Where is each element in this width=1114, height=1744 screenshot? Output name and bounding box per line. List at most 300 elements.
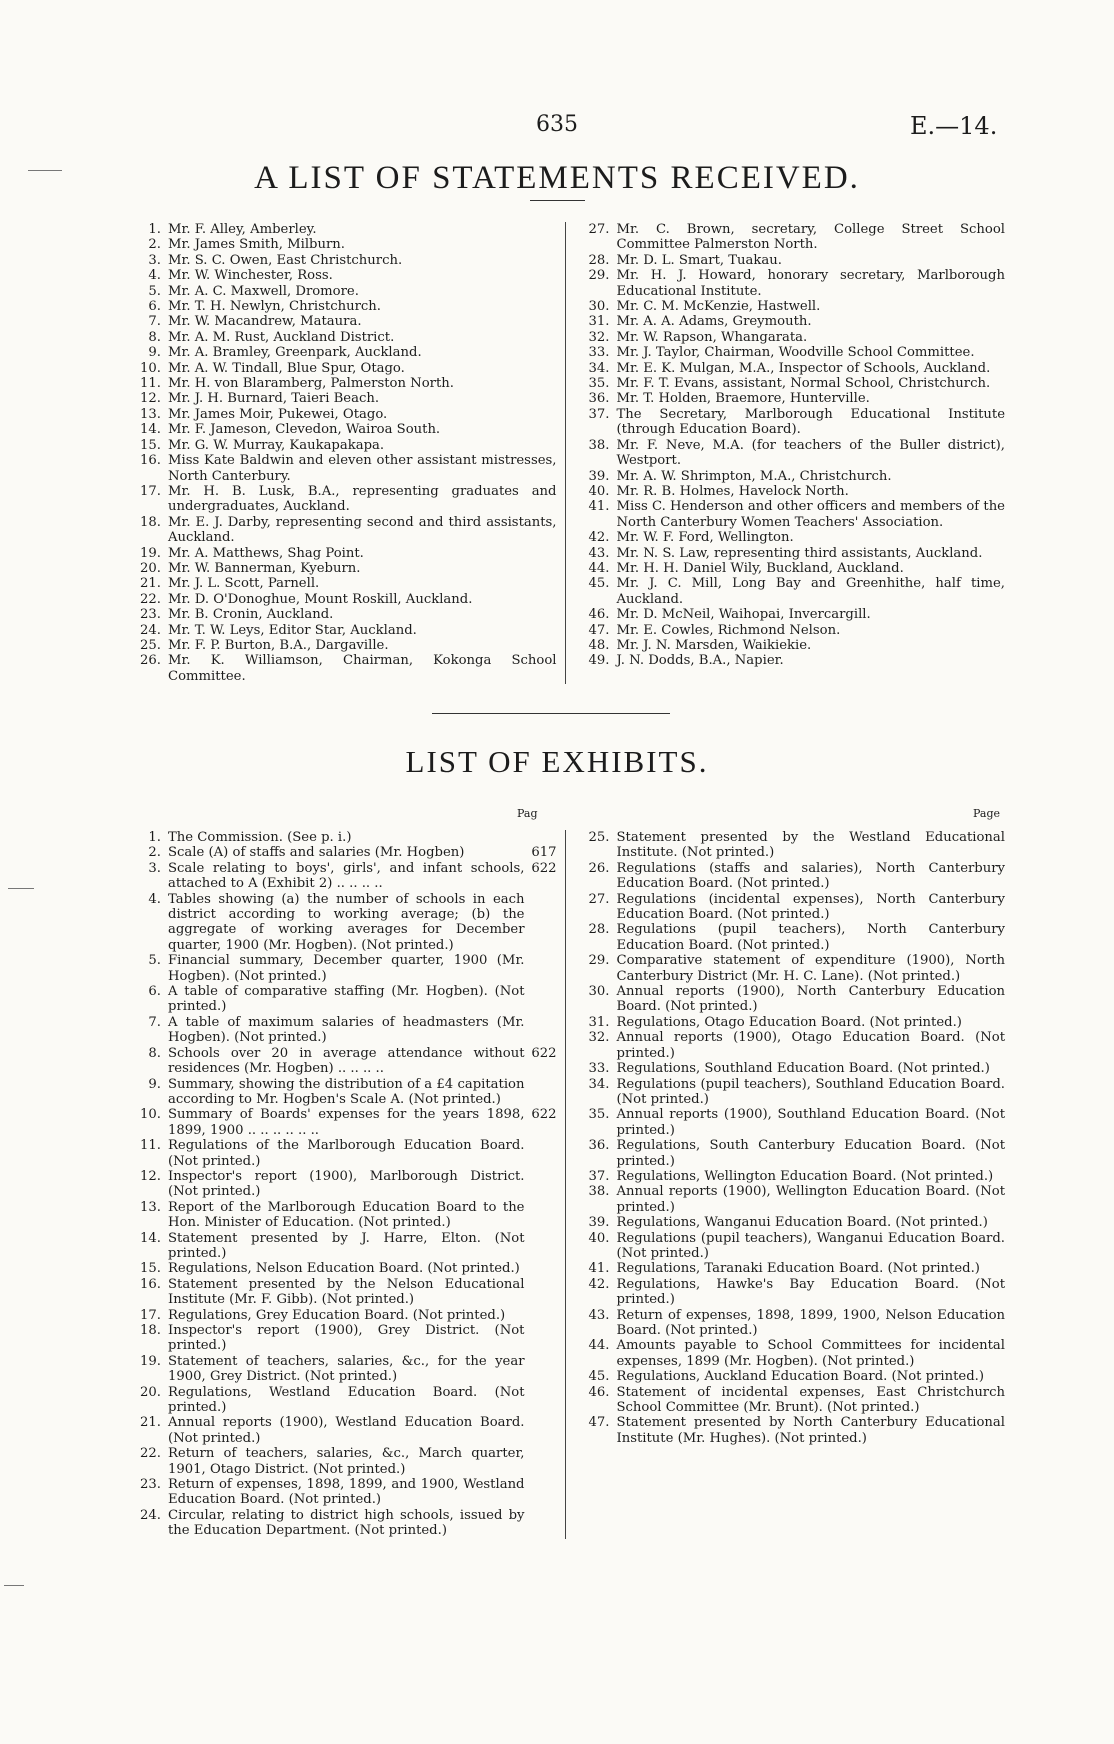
item-number: 32. — [588, 329, 610, 345]
item-number: 1. — [148, 830, 161, 845]
item-text: Mr. E. J. Darby, representing second and third assistants, Auckland. — [168, 514, 557, 546]
item-text: Mr. F. P. Burton, B.A., Dargaville. — [168, 637, 389, 653]
item-page — [525, 1277, 557, 1308]
item-number: 44. — [588, 560, 610, 576]
statement-item — [125, 638, 557, 653]
statement-item — [574, 607, 1006, 622]
item-text: Regulations, South Canterbury Education Board. (Not printed.) — [616, 1138, 1005, 1169]
exhibit-item — [574, 1338, 1006, 1369]
item-page — [525, 1323, 557, 1354]
item-number: 42. — [588, 530, 610, 546]
statement-item — [125, 299, 557, 314]
title-rule — [530, 200, 585, 201]
item-page — [525, 1385, 557, 1416]
statement-item — [574, 546, 1006, 561]
item-text: Mr. D. O'Donoghue, Mount Roskill, Auckland. — [168, 591, 473, 607]
statement-item — [574, 253, 1006, 268]
exhibit-item — [125, 1169, 557, 1200]
item-number: 7. — [148, 314, 161, 330]
exhibit-item — [125, 1354, 557, 1385]
item-text: Regulations, Otago Education Board. (Not printed.) — [616, 1014, 962, 1030]
item-number: 9. — [148, 1076, 161, 1092]
item-number: 23. — [140, 607, 161, 623]
item-text: The Secretary, Marlborough Educational Institute (through Education Board). — [616, 406, 1005, 438]
item-number: 15. — [140, 437, 161, 453]
item-page — [525, 830, 557, 845]
item-text: Mr. W. Winchester, Ross. — [168, 268, 333, 284]
item-number: 30. — [588, 984, 610, 1000]
exhibit-item — [125, 1046, 557, 1077]
statement-item — [574, 407, 1006, 438]
item-number: 6. — [148, 299, 161, 315]
statement-item — [125, 623, 557, 638]
item-number: 18. — [140, 514, 161, 530]
item-number: 47. — [588, 622, 610, 638]
exhibit-item — [125, 1477, 557, 1508]
item-page — [525, 1200, 557, 1231]
item-number: 13. — [140, 1199, 161, 1215]
item-number: 22. — [140, 1446, 161, 1462]
item-text: Mr. K. Williamson, Chairman, Kokonga School Committee. — [168, 653, 557, 684]
statement-item — [574, 484, 1006, 499]
item-text: Mr. A. Bramley, Greenpark, Auckland. — [168, 345, 422, 361]
item-number: 30. — [588, 299, 610, 315]
column-divider — [565, 830, 566, 1539]
statement-item — [125, 237, 557, 252]
statement-item — [574, 438, 1006, 469]
item-text: Statement presented by the Westland Educational Institute. (Not printed.) — [616, 830, 1005, 861]
item-number: 14. — [140, 422, 161, 438]
item-text: Mr. A. C. Maxwell, Dromore. — [168, 283, 359, 299]
item-text: Mr. J. C. Mill, Long Bay and Greenhithe, half time, Auckland. — [616, 576, 1005, 607]
item-number: 47. — [588, 1415, 610, 1431]
page-column-label-right: Page — [973, 807, 1001, 820]
item-text: Regulations, Auckland Education Board. (Not printed.) — [616, 1369, 984, 1385]
statement-item — [125, 330, 557, 345]
statement-item — [574, 330, 1006, 345]
exhibits-title: LIST OF EXHIBITS. — [405, 744, 709, 779]
item-page — [525, 1508, 557, 1539]
item-number: 20. — [140, 1384, 161, 1400]
item-text: Mr. H. H. Daniel Wily, Buckland, Auckland. — [616, 560, 904, 576]
item-number: 46. — [588, 607, 610, 623]
item-page — [525, 1077, 557, 1108]
statement-item — [125, 361, 557, 376]
item-number: 39. — [588, 468, 610, 484]
exhibit-item — [574, 1138, 1006, 1169]
exhibits-right-column — [574, 830, 1006, 1539]
item-text: Regulations, Wellington Education Board. (Not printed.) — [616, 1168, 994, 1184]
item-text: A table of comparative staffing (Mr. Hogben). (Not printed.) — [168, 984, 525, 1015]
item-page — [525, 984, 557, 1015]
statement-item — [574, 576, 1006, 607]
item-text: Statement presented by J. Harre, Elton. (Not printed.) — [168, 1230, 525, 1261]
item-text: Mr. T. H. Newlyn, Christchurch. — [168, 299, 381, 315]
statement-item — [125, 607, 557, 622]
exhibit-item — [125, 1385, 557, 1416]
item-text: Schools over 20 in average attendance without residences (Mr. Hogben) .. .. .. .. — [168, 1045, 525, 1077]
item-text: Statement presented by North Canterbury Educational Institute (Mr. Hughes). (Not printed.) — [616, 1415, 1005, 1446]
item-text: Mr. G. W. Murray, Kaukapakapa. — [168, 437, 385, 453]
item-number: 34. — [588, 1076, 610, 1092]
item-number: 38. — [588, 1184, 610, 1200]
item-text: Amounts payable to School Committees for incidental expenses, 1899 (Mr. Hogben). (Not printed.) — [616, 1338, 1005, 1369]
item-page — [525, 892, 557, 954]
statements-left-column — [125, 222, 557, 684]
exhibit-item — [125, 1446, 557, 1477]
item-text: Regulations, Taranaki Education Board. (Not printed.) — [616, 1261, 980, 1277]
item-number: 11. — [140, 376, 161, 392]
exhibit-item — [125, 845, 557, 860]
item-page — [525, 953, 557, 984]
item-number: 2. — [148, 237, 161, 253]
item-number: 41. — [588, 1261, 610, 1277]
statement-item — [574, 499, 1006, 530]
item-number: 20. — [140, 560, 161, 576]
exhibit-item — [574, 892, 1006, 923]
exhibit-item — [574, 1277, 1006, 1308]
item-page — [525, 1446, 557, 1477]
item-text: Mr. D. McNeil, Waihopai, Invercargill. — [616, 607, 871, 623]
item-number: 42. — [588, 1276, 610, 1292]
item-page: 622 — [531, 860, 557, 876]
item-number: 45. — [588, 576, 610, 592]
item-number: 37. — [588, 1168, 610, 1184]
statement-item — [125, 515, 557, 546]
statement-item — [125, 484, 557, 515]
item-number: 5. — [148, 953, 161, 969]
item-page — [525, 1015, 557, 1046]
exhibit-item — [125, 953, 557, 984]
item-number: 26. — [588, 860, 610, 876]
item-page — [525, 1477, 557, 1508]
item-text: Mr. J. H. Burnard, Taieri Beach. — [168, 391, 380, 407]
item-number: 29. — [588, 268, 610, 284]
item-number: 10. — [140, 360, 161, 376]
item-number: 19. — [140, 1353, 161, 1369]
item-page — [525, 1354, 557, 1385]
item-number: 7. — [148, 1014, 161, 1030]
statement-item — [574, 222, 1006, 253]
exhibit-item — [574, 953, 1006, 984]
item-number: 32. — [588, 1030, 610, 1046]
item-text: Annual reports (1900), Otago Education Board. (Not printed.) — [616, 1030, 1005, 1061]
statement-item — [574, 391, 1006, 406]
item-text: Miss Kate Baldwin and eleven other assistant mistresses, North Canterbury. — [168, 453, 557, 484]
item-text: Mr. J. L. Scott, Parnell. — [168, 576, 320, 592]
page-column-label-left: Pag — [517, 807, 538, 820]
exhibit-item — [125, 1077, 557, 1108]
statement-item — [574, 314, 1006, 329]
item-text: Return of expenses, 1898, 1899, 1900, Nelson Education Board. (Not printed.) — [616, 1307, 1005, 1338]
item-number: 41. — [588, 499, 610, 515]
item-page — [525, 1231, 557, 1262]
item-text: Mr. F. Alley, Amberley. — [168, 222, 317, 237]
item-text: Mr. W. Macandrew, Mataura. — [168, 314, 362, 330]
item-text: Mr. F. Neve, M.A. (for teachers of the Buller district), Westport. — [616, 437, 1005, 469]
item-number: 33. — [588, 345, 610, 361]
item-number: 29. — [588, 953, 610, 969]
item-number: 6. — [148, 984, 161, 1000]
item-number: 28. — [588, 922, 610, 938]
item-text: Mr. W. Bannerman, Kyeburn. — [168, 560, 361, 576]
item-number: 10. — [140, 1107, 161, 1123]
item-number: 8. — [148, 1045, 161, 1061]
item-text: Inspector's report (1900), Marlborough District. (Not printed.) — [168, 1168, 525, 1200]
item-number: 22. — [140, 591, 161, 607]
statement-item — [125, 561, 557, 576]
item-text: Tables showing (a) the number of schools in each district according to working average; (b) the aggregate of working averages for December quarter, 1900 (Mr. Hogben). (Not printed.) — [168, 891, 525, 953]
item-number: 36. — [588, 391, 610, 407]
item-number: 14. — [140, 1230, 161, 1246]
item-page — [525, 1308, 557, 1323]
statement-item — [574, 376, 1006, 391]
item-number: 9. — [148, 345, 161, 361]
exhibit-item — [574, 1261, 1006, 1276]
exhibit-item — [125, 1200, 557, 1231]
exhibit-item — [574, 830, 1006, 861]
item-text: Mr. A. A. Adams, Greymouth. — [616, 314, 812, 330]
exhibit-item — [574, 1015, 1006, 1030]
item-text: Mr. B. Cronin, Auckland. — [168, 607, 334, 623]
item-text: Mr. R. B. Holmes, Havelock North. — [616, 483, 849, 499]
exhibit-item — [125, 892, 557, 954]
item-text: Regulations (pupil teachers), North Canterbury Education Board. (Not printed.) — [616, 922, 1005, 953]
item-text: Return of teachers, salaries, &c., March quarter, 1901, Otago District. (Not printed.) — [168, 1446, 525, 1477]
statements-title: A LIST OF STATEMENTS RECEIVED. — [254, 160, 860, 196]
item-text: Mr. E. Cowles, Richmond Nelson. — [616, 622, 841, 638]
statements-list — [125, 222, 1005, 684]
item-text: Miss C. Henderson and other officers and members of the North Canterbury Women Teachers' Association. — [616, 499, 1005, 530]
item-number: 48. — [588, 637, 610, 653]
item-text: Mr. N. S. Law, representing third assistants, Auckland. — [616, 545, 983, 561]
item-text: Mr. James Moir, Pukewei, Otago. — [168, 406, 388, 422]
item-text: Mr. James Smith, Milburn. — [168, 237, 345, 253]
statement-item — [125, 253, 557, 268]
statement-item — [125, 284, 557, 299]
item-number: 23. — [140, 1477, 161, 1493]
exhibits-left-column — [125, 830, 557, 1539]
item-number: 5. — [148, 283, 161, 299]
exhibit-item — [574, 1215, 1006, 1230]
exhibit-item — [125, 1415, 557, 1446]
item-number: 35. — [588, 376, 610, 392]
statement-item — [574, 638, 1006, 653]
statement-item — [125, 453, 557, 484]
item-text: Mr. S. C. Owen, East Christchurch. — [168, 252, 403, 268]
item-number: 35. — [588, 1107, 610, 1123]
item-text: Summary of Boards' expenses for the years 1898, 1899, 1900 .. .. .. .. .. .. — [168, 1107, 525, 1138]
statement-item — [574, 361, 1006, 376]
item-number: 3. — [148, 860, 161, 876]
item-text: Regulations, Westland Education Board. (Not printed.) — [168, 1384, 525, 1416]
item-number: 25. — [588, 830, 610, 845]
item-number: 28. — [588, 252, 610, 268]
statement-item — [574, 268, 1006, 299]
item-text: Financial summary, December quarter, 1900 (Mr. Hogben). (Not printed.) — [168, 953, 525, 984]
item-text: Scale relating to boys', girls', and infant schools, attached to A (Exhibit 2) .. .. .. .. — [168, 860, 525, 892]
exhibit-item — [574, 1415, 1006, 1446]
statement-item — [574, 561, 1006, 576]
item-text: Regulations (incidental expenses), North Canterbury Education Board. (Not printed.) — [616, 891, 1005, 923]
item-number: 19. — [140, 545, 161, 561]
item-text: The Commission. (See p. i.) — [168, 830, 352, 845]
item-text: Mr. D. L. Smart, Tuakau. — [616, 252, 782, 268]
statement-item — [125, 653, 557, 684]
statement-item — [125, 391, 557, 406]
item-number: 40. — [588, 1230, 610, 1246]
item-text: J. N. Dodds, B.A., Napier. — [616, 653, 784, 669]
item-number: 49. — [588, 653, 610, 669]
item-number: 27. — [588, 891, 610, 907]
item-text: Mr. F. T. Evans, assistant, Normal School, Christchurch. — [616, 376, 991, 392]
item-number: 13. — [140, 406, 161, 422]
item-text: Mr. T. Holden, Braemore, Hunterville. — [616, 391, 870, 407]
item-number: 1. — [148, 222, 161, 237]
item-number: 3. — [148, 252, 161, 268]
item-number: 38. — [588, 437, 610, 453]
exhibit-item — [574, 1077, 1006, 1108]
item-number: 12. — [140, 1168, 161, 1184]
item-number: 17. — [140, 1307, 161, 1323]
item-text: Mr. J. Taylor, Chairman, Woodville School Committee. — [616, 345, 975, 361]
exhibit-item — [574, 1030, 1006, 1061]
item-page: 622 — [531, 1107, 557, 1123]
item-text: Mr. W. F. Ford, Wellington. — [616, 530, 794, 546]
statements-right-column — [574, 222, 1006, 684]
statement-item — [574, 530, 1006, 545]
item-number: 2. — [148, 845, 161, 861]
item-text: Circular, relating to district high schools, issued by the Education Department. (Not printed.) — [168, 1507, 525, 1539]
item-text: Regulations, Hawke's Bay Education Board. (Not printed.) — [616, 1276, 1005, 1308]
statement-item — [574, 345, 1006, 360]
item-number: 21. — [140, 576, 161, 592]
statement-item — [574, 299, 1006, 314]
exhibit-item — [125, 1015, 557, 1046]
exhibit-item — [574, 1369, 1006, 1384]
item-text: Mr. C. Brown, secretary, College Street School Committee Palmerston North. — [616, 222, 1005, 253]
item-text: Regulations of the Marlborough Education Board. (Not printed.) — [168, 1138, 525, 1169]
item-text: Annual reports (1900), Southland Education Board. (Not printed.) — [616, 1107, 1005, 1138]
item-page: 622 — [531, 1045, 557, 1061]
scan-mark — [28, 170, 62, 171]
item-text: Mr. A. W. Shrimpton, M.A., Christchurch. — [616, 468, 892, 484]
item-text: Mr. F. Jameson, Clevedon, Wairoa South. — [168, 422, 441, 438]
item-number: 16. — [140, 1276, 161, 1292]
exhibit-item — [574, 1061, 1006, 1076]
scan-mark — [8, 888, 34, 889]
item-text: Mr. A. Matthews, Shag Point. — [168, 545, 364, 561]
exhibit-item — [574, 1184, 1006, 1215]
section-divider — [432, 713, 670, 714]
statement-item — [574, 653, 1006, 668]
item-number: 37. — [588, 406, 610, 422]
exhibit-item — [574, 1169, 1006, 1184]
exhibit-item — [125, 1277, 557, 1308]
exhibit-item — [574, 1107, 1006, 1138]
item-number: 17. — [140, 483, 161, 499]
item-number: 36. — [588, 1138, 610, 1154]
item-number: 4. — [148, 268, 161, 284]
item-number: 43. — [588, 1307, 610, 1323]
item-text: Mr. H. B. Lusk, B.A., representing graduates and undergraduates, Auckland. — [168, 483, 557, 515]
exhibit-item — [574, 984, 1006, 1015]
statement-item — [125, 407, 557, 422]
exhibit-item — [574, 1231, 1006, 1262]
item-text: A table of maximum salaries of headmasters (Mr. Hogben). (Not printed.) — [168, 1014, 525, 1046]
exhibit-item — [125, 1508, 557, 1539]
item-page — [525, 1169, 557, 1200]
item-page: 617 — [531, 845, 557, 861]
item-text: Regulations, Southland Education Board. (Not printed.) — [616, 1061, 990, 1077]
item-number: 8. — [148, 329, 161, 345]
exhibits-list — [125, 830, 1005, 1539]
item-text: Regulations, Grey Education Board. (Not printed.) — [168, 1307, 506, 1323]
item-text: Regulations, Wanganui Education Board. (Not printed.) — [616, 1215, 988, 1231]
item-text: Scale (A) of staffs and salaries (Mr. Hogben) — [168, 845, 465, 861]
item-number: 16. — [140, 453, 161, 469]
exhibit-item — [574, 1385, 1006, 1416]
exhibit-item — [125, 1261, 557, 1276]
column-divider — [565, 222, 566, 684]
item-text: Mr. A. W. Tindall, Blue Spur, Otago. — [168, 360, 405, 376]
item-text: Inspector's report (1900), Grey District. (Not printed.) — [168, 1323, 525, 1354]
exhibit-item — [125, 1138, 557, 1169]
statement-item — [125, 546, 557, 561]
item-number: 44. — [588, 1338, 610, 1354]
item-text: Report of the Marlborough Education Board to the Hon. Minister of Education. (Not printed.) — [168, 1199, 525, 1231]
exhibit-item — [574, 922, 1006, 953]
statement-item — [125, 576, 557, 591]
exhibit-item — [125, 1323, 557, 1354]
statement-item — [125, 422, 557, 437]
item-number: 11. — [140, 1138, 161, 1154]
statement-item — [125, 268, 557, 283]
item-text: Summary, showing the distribution of a £4 capitation according to Mr. Hogben's Scale A. (Not printed.) — [168, 1076, 525, 1107]
item-text: Statement of incidental expenses, East Christchurch School Committee (Mr. Brunt). (Not printed.) — [616, 1384, 1005, 1416]
item-number: 27. — [588, 222, 610, 237]
item-number: 24. — [140, 1507, 161, 1523]
item-number: 24. — [140, 622, 161, 638]
item-text: Regulations (staffs and salaries), North Canterbury Education Board. (Not printed.) — [616, 860, 1005, 892]
item-text: Mr. W. Rapson, Whangarata. — [616, 329, 808, 345]
item-page — [525, 1415, 557, 1446]
item-number: 26. — [140, 653, 161, 669]
statement-item — [125, 222, 557, 237]
item-number: 40. — [588, 483, 610, 499]
item-text: Annual reports (1900), North Canterbury Education Board. (Not printed.) — [616, 984, 1005, 1015]
item-number: 33. — [588, 1061, 610, 1077]
item-number: 31. — [588, 314, 610, 330]
item-text: Mr. H. von Blaramberg, Palmerston North. — [168, 376, 454, 392]
statement-item — [574, 469, 1006, 484]
item-text: Mr. H. J. Howard, honorary secretary, Marlborough Educational Institute. — [616, 268, 1005, 299]
item-number: 31. — [588, 1014, 610, 1030]
item-number: 21. — [140, 1415, 161, 1431]
exhibit-item — [125, 1308, 557, 1323]
item-text: Regulations (pupil teachers), Southland Education Board. (Not printed.) — [616, 1076, 1005, 1107]
exhibit-item — [125, 1107, 557, 1138]
exhibit-item — [125, 861, 557, 892]
statement-item — [125, 438, 557, 453]
item-number: 18. — [140, 1323, 161, 1338]
item-text: Return of expenses, 1898, 1899, and 1900, Westland Education Board. (Not printed.) — [168, 1477, 525, 1508]
item-text: Statement presented by the Nelson Educational Institute (Mr. F. Gibb). (Not printed.) — [168, 1276, 525, 1308]
exhibit-item — [125, 1231, 557, 1262]
document-reference: E.—14. — [910, 112, 998, 140]
item-number: 4. — [148, 891, 161, 907]
item-text: Regulations (pupil teachers), Wanganui Education Board. (Not printed.) — [616, 1230, 1005, 1261]
